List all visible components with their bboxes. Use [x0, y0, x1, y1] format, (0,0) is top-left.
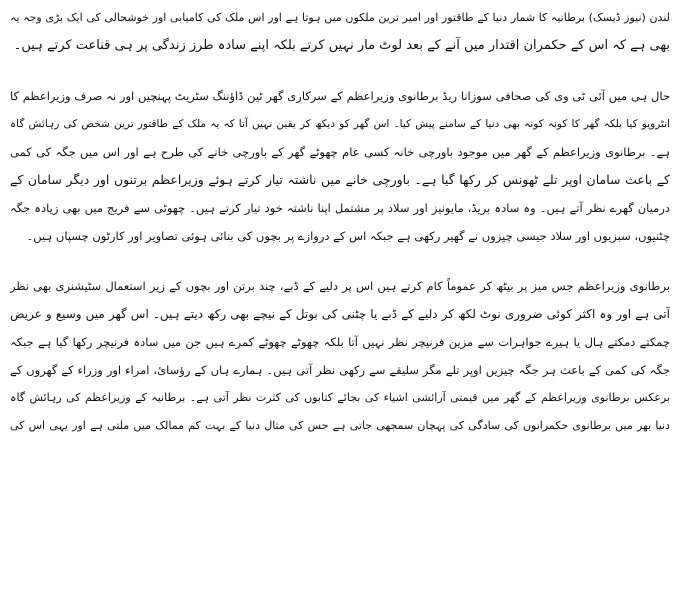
text-line: جگہ کی کمی کے باعث ہر جگہ چیزیں اوپر تلے مگر سلیقے سے رکھی نظر آتی ہیں۔ ہمارے ہاں کے رؤسائ، امراء اور وزراء کے گھروں کے [10, 363, 670, 377]
text-line: لندن (نیوز ڈیسک) برطانیہ کا شمار دنیا کے طاقتور اور امیر ترین ملکوں میں ہوتا ہے اور اس ملک کی کامیابی اور خوشحالی کی ایک بڑی وجہ یہ [10, 11, 670, 24]
text-line: برطانوی وزیراعظم جس میز پر بیٹھ کر عموماً کام کرتے ہیں اس پر دلیے کے ڈبے، چند برتن اور بچوں کے زیر استعمال سٹیشنری بھی نظر [10, 279, 670, 293]
text-line: آتی ہے اور وہ اکثر کوئی ضروری نوٹ لکھ کر دلیے کے ڈبے یا چٹنی کی بوتل کے نیچے بھی رکھ دیتے ہیں۔ اس گھر میں وسیع و عریض [10, 307, 670, 321]
text-line: چٹنیوں، سبزیوں اور سلاد جیسی چیزوں نے گھیر رکھی ہے جبکہ اس کے دروازے پر بچوں کی بنائی ہوئی تصاویر اور کارٹون چسپاں ہیں۔ [26, 229, 670, 243]
text-line: حال ہی میں آئی ٹی وی کی صحافی سوزانا ریڈ برطانوی وزیراعظم کے سرکاری گھر ٹین ڈاؤننگ سٹریٹ پہنچیں اور نہ صرف وزیراعظم کا [10, 89, 670, 103]
paragraph-intro [10, 4, 670, 60]
text-line: چمکتے دمکتے ہال یا ہیرے جواہرات سے مزین فرنیچر نظر نہیں آتا بلکہ چھوٹے چھوٹے کمرے ہیں جن میں سادہ فرنیچر رکھا گیا ہے جبکہ [10, 335, 670, 349]
text-line: درمیان گھرے نظر آتے ہیں۔ وہ سادہ بریڈ، مایونیز اور سلاد پر مشتمل اپنا ناشتہ خود تیار کرتے ہیں۔ چھوٹی سے فریج میں بھی زیادہ جگہ [10, 201, 670, 215]
text-line: ہے۔ برطانوی وزیراعظم کے گھر میں موجود باورچی خانہ کسی عام چھوٹے گھر کے باورچی خانے کی طرح ہے اور اس میں جگہ کی کمی [10, 145, 670, 159]
text-line: بھی ہے کہ اس کے حکمران اقتدار میں آنے کے بعد لوٹ مار نہیں کرتے بلکہ اپنے سادہ طرز زندگی پر ہی قناعت کرتے ہیں۔ [13, 38, 670, 53]
text-line: انٹرویو کیا بلکہ گھر کا کونہ کونہ بھی دنیا کے سامنے پیش کیا۔ اس گھر کو دیکھ کر یقین نہیں آتا کہ یہ ملک کے طاقتور ترین شخص کی رہائش گاہ [10, 118, 670, 130]
text-line: دنیا بھر میں برطانوی حکمرانوں کی سادگی کی پہچان سمجھی جاتی ہے جس کی مثال دنیا کے بہت کم ممالک میں ملتی ہے اور یہی اس کی [10, 419, 670, 432]
paragraph-visit [10, 82, 670, 250]
text-line: کے باعث سامان اوپر تلے ٹھونس کر رکھا گیا ہے۔ باورچی خانے میں ناشتہ تیار کرتے ہوئے وزیراعظم برتنوں اور دیگر سامان کے [10, 172, 670, 187]
text-line: برعکس برطانوی وزیراعظم کے گھر میں قیمتی آرائشی اشیاء کی بجائے کتابوں کی کثرت نظر آتی ہے۔ برطانیہ کے وزیراعظم کی رہائش گاہ [10, 391, 670, 404]
paragraph-house [10, 272, 670, 440]
